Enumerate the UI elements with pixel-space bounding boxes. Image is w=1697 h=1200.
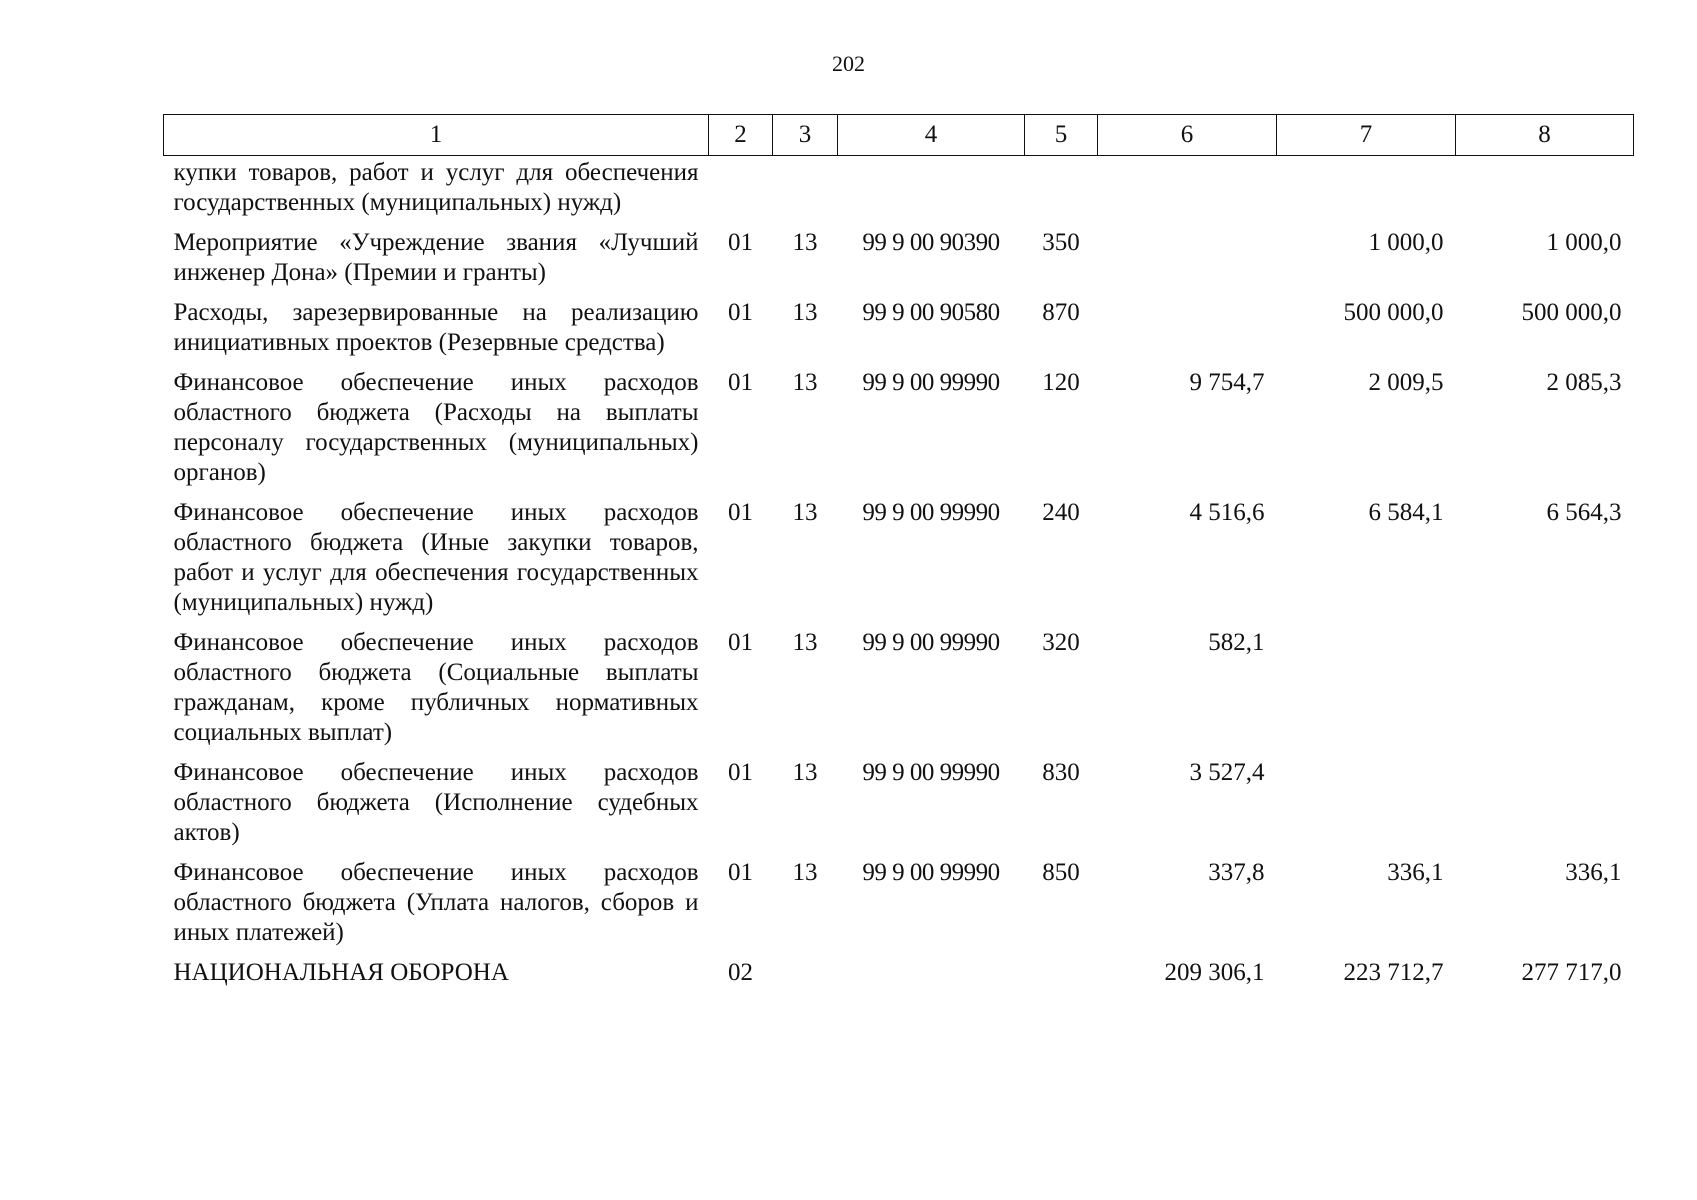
cell-amount-col-8: 1 000,0 (1546, 229, 1622, 256)
cell-section: 01 (728, 499, 753, 526)
cell-expense-type: 830 (1042, 759, 1080, 786)
cell-amount-col-7: 6 584,1 (1368, 499, 1444, 526)
table-row (164, 758, 1634, 858)
cell-section: 01 (728, 369, 753, 396)
header-col-5: 5 (1025, 115, 1098, 156)
header-col-6: 6 (1098, 115, 1277, 156)
cell-amount-col-7: 1 000,0 (1368, 229, 1444, 256)
table-row (164, 156, 1634, 229)
cell-expense-type (1025, 958, 1098, 998)
table-row (164, 298, 1634, 368)
header-col-1: 1 (164, 115, 709, 156)
cell-section: 01 (728, 629, 753, 656)
header-col-3: 3 (773, 115, 838, 156)
cell-target-article: 99 9 00 90390 (862, 229, 1000, 256)
cell-subsection (773, 156, 838, 229)
cell-name: Финансовое обеспечение иных расходов областного бюджета (Социальные выплаты гражданам, кроме публичных нормативных социальных выплат) (173, 629, 699, 746)
cell-amount-col-6 (1098, 228, 1277, 298)
cell-name: Финансовое обеспечение иных расходов областного бюджета (Исполнение судебных актов) (173, 759, 699, 846)
cell-target-article (838, 156, 1025, 229)
cell-amount-col-7 (1277, 628, 1456, 758)
cell-section: 02 (728, 959, 753, 986)
table-row (164, 958, 1634, 998)
table-row (164, 498, 1634, 628)
cell-target-article: 99 9 00 99990 (862, 369, 1000, 396)
cell-amount-col-6: 3 527,4 (1189, 759, 1265, 786)
cell-amount-col-7 (1277, 758, 1456, 858)
cell-amount-col-6: 9 754,7 (1189, 369, 1265, 396)
cell-subsection: 13 (792, 229, 818, 256)
cell-section: 01 (728, 229, 753, 256)
cell-expense-type: 120 (1042, 369, 1080, 396)
cell-expense-type: 870 (1042, 299, 1080, 326)
cell-section: 01 (728, 859, 753, 886)
cell-subsection (773, 958, 838, 998)
cell-target-article: 99 9 00 99990 (862, 499, 1000, 526)
cell-amount-col-6: 209 306,1 (1164, 959, 1265, 986)
table-row (164, 628, 1634, 758)
cell-target-article: 99 9 00 99990 (862, 859, 1000, 886)
cell-target-article (838, 958, 1025, 998)
header-col-4: 4 (838, 115, 1025, 156)
cell-subsection: 13 (792, 759, 818, 786)
cell-expense-type: 850 (1042, 859, 1080, 886)
cell-section: 01 (728, 759, 753, 786)
cell-amount-col-6: 4 516,6 (1189, 499, 1265, 526)
cell-subsection: 13 (792, 299, 818, 326)
cell-name: Расходы, зарезервированные на реализацию инициативных проектов (Резервные средства) (173, 299, 699, 356)
cell-amount-col-8: 2 085,3 (1546, 369, 1622, 396)
cell-amount-col-7: 500 000,0 (1343, 299, 1444, 326)
cell-name: Финансовое обеспечение иных расходов областного бюджета (Иные закупки товаров, работ и услуг для обеспечения государственных (муниципальных) нужд) (173, 499, 699, 616)
page-number: 202 (832, 51, 865, 76)
cell-expense-type: 350 (1042, 229, 1080, 256)
table-body (164, 156, 1634, 999)
cell-expense-type (1025, 156, 1098, 229)
cell-expense-type: 320 (1042, 629, 1080, 656)
cell-name: Финансовое обеспечение иных расходов областного бюджета (Уплата налогов, сборов и иных платежей) (173, 859, 699, 946)
cell-amount-col-8 (1456, 156, 1634, 229)
budget-table (163, 114, 1634, 998)
cell-amount-col-6 (1098, 156, 1277, 229)
cell-amount-col-6: 582,1 (1208, 629, 1265, 656)
cell-amount-col-8 (1456, 758, 1634, 858)
cell-target-article: 99 9 00 99990 (862, 759, 1000, 786)
cell-name: Финансовое обеспечение иных расходов областного бюджета (Расходы на выплаты персоналу государственных (муниципальных) органов) (173, 369, 699, 486)
cell-subsection: 13 (792, 629, 818, 656)
cell-target-article: 99 9 00 90580 (862, 299, 1000, 326)
table-row (164, 228, 1634, 298)
cell-amount-col-8: 500 000,0 (1521, 299, 1622, 326)
header-row (164, 115, 1634, 156)
table-header (164, 115, 1634, 156)
table-row (164, 858, 1634, 958)
cell-target-article: 99 9 00 99990 (862, 629, 1000, 656)
cell-subsection: 13 (792, 499, 818, 526)
cell-amount-col-6 (1098, 298, 1277, 368)
cell-amount-col-8: 277 717,0 (1521, 959, 1622, 986)
cell-name: Мероприятие «Учреждение звания «Лучший инженер Дона» (Премии и гранты) (173, 229, 699, 286)
header-col-2: 2 (709, 115, 773, 156)
cell-name: НАЦИОНАЛЬНАЯ ОБОРОНА (173, 959, 509, 986)
header-col-7: 7 (1277, 115, 1456, 156)
cell-section (709, 156, 773, 229)
cell-name: купки товаров, работ и услуг для обеспечения государственных (муниципальных) нужд) (173, 159, 699, 216)
cell-subsection: 13 (792, 369, 818, 396)
cell-amount-col-7: 336,1 (1387, 859, 1444, 886)
cell-amount-col-8: 6 564,3 (1546, 499, 1622, 526)
cell-section: 01 (728, 299, 753, 326)
cell-amount-col-6: 337,8 (1208, 859, 1265, 886)
cell-amount-col-7: 2 009,5 (1368, 369, 1444, 396)
header-col-8: 8 (1456, 115, 1634, 156)
table-row (164, 368, 1634, 498)
cell-amount-col-8: 336,1 (1565, 859, 1622, 886)
cell-subsection: 13 (792, 859, 818, 886)
cell-amount-col-7: 223 712,7 (1343, 959, 1444, 986)
cell-amount-col-8 (1456, 628, 1634, 758)
cell-expense-type: 240 (1042, 499, 1080, 526)
cell-amount-col-7 (1277, 156, 1456, 229)
